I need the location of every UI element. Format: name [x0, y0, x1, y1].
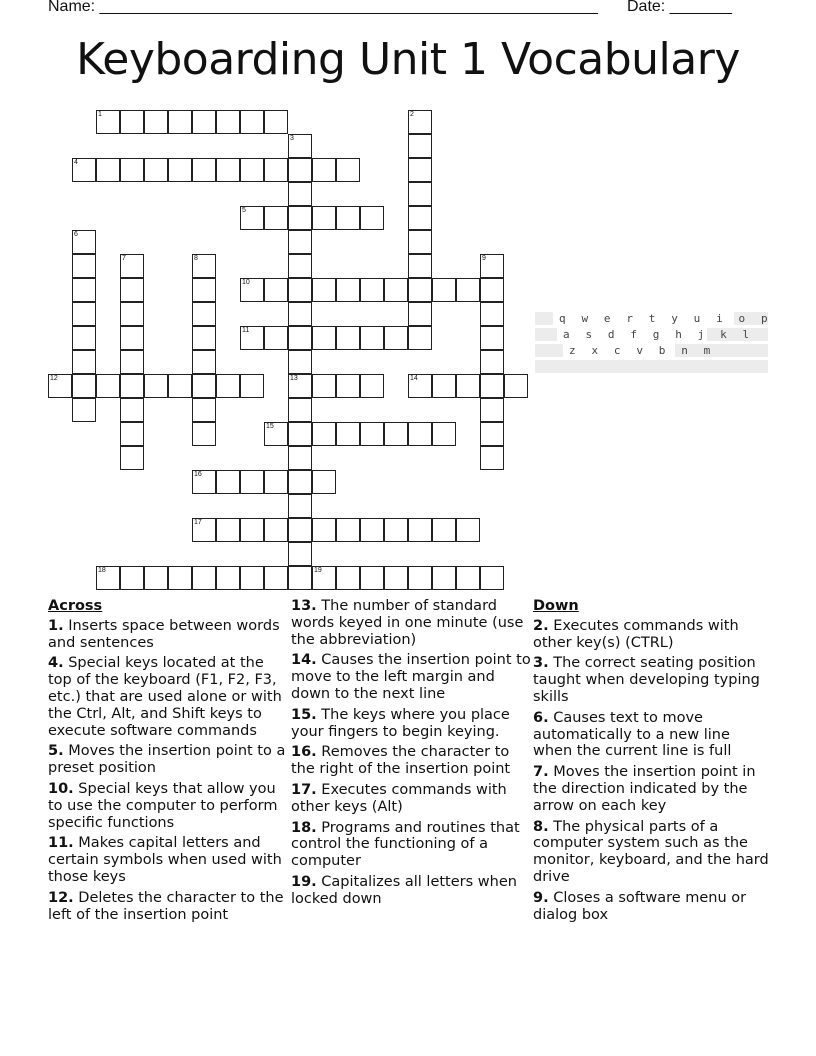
clue-down-8: 8. The physical parts of a computer system such as the monitor, keyboard, and the hard drive — [533, 818, 769, 885]
grid-cell[interactable] — [192, 158, 216, 182]
grid-cell[interactable] — [408, 374, 432, 398]
grid-cell[interactable] — [216, 518, 240, 542]
grid-cell[interactable] — [480, 302, 504, 326]
grid-cell[interactable] — [480, 278, 504, 302]
grid-cell[interactable] — [120, 254, 144, 278]
grid-cell[interactable] — [144, 110, 168, 134]
grid-cell[interactable] — [360, 566, 384, 590]
grid-cell[interactable] — [168, 374, 192, 398]
grid-cell[interactable] — [240, 158, 264, 182]
keyboard-row-3-letters: z x c v b n m — [569, 344, 715, 357]
grid-cell[interactable] — [312, 278, 336, 302]
grid-cell[interactable] — [408, 134, 432, 158]
grid-cell[interactable] — [72, 350, 96, 374]
keyboard-row-2 — [535, 328, 768, 341]
grid-cell[interactable] — [72, 254, 96, 278]
grid-cell[interactable] — [264, 518, 288, 542]
grid-cell[interactable] — [72, 326, 96, 350]
grid-cell-number: 12 — [50, 375, 58, 382]
grid-cell[interactable] — [312, 326, 336, 350]
grid-cell[interactable] — [408, 110, 432, 134]
grid-cell[interactable] — [72, 278, 96, 302]
grid-cell[interactable] — [120, 158, 144, 182]
grid-cell-number: 5 — [242, 207, 246, 214]
grid-cell[interactable] — [144, 566, 168, 590]
grid-cell[interactable] — [456, 374, 480, 398]
grid-cell[interactable] — [408, 230, 432, 254]
grid-cell[interactable] — [384, 566, 408, 590]
grid-cell[interactable] — [120, 350, 144, 374]
keyboard-row-3 — [535, 344, 768, 357]
grid-cell[interactable] — [336, 374, 360, 398]
grid-cell[interactable] — [96, 158, 120, 182]
grid-cell[interactable] — [408, 182, 432, 206]
grid-cell[interactable] — [240, 566, 264, 590]
grid-cell[interactable] — [240, 470, 264, 494]
grid-cell[interactable] — [432, 374, 456, 398]
grid-cell[interactable] — [288, 566, 312, 590]
grid-cell[interactable] — [72, 374, 96, 398]
clue-down-9: 9. Closes a software menu or dialog box — [533, 889, 747, 923]
grid-cell[interactable] — [120, 278, 144, 302]
grid-cell[interactable] — [480, 422, 504, 446]
grid-cell[interactable] — [360, 518, 384, 542]
grid-cell[interactable] — [408, 566, 432, 590]
clue-across-14: 14. Causes the insertion point to move to the left margin and down to the next line — [291, 652, 531, 702]
grid-cell[interactable] — [168, 566, 192, 590]
clue-down-2: 2. Executes commands with other key(s) (CTRL) — [533, 617, 739, 651]
grid-cell[interactable] — [288, 374, 312, 398]
grid-cell[interactable] — [144, 374, 168, 398]
grid-cell[interactable] — [312, 158, 336, 182]
grid-cell[interactable] — [120, 110, 144, 134]
clue-down-6: 6. Causes text to move automatically to a new line when the current line is full — [533, 709, 732, 760]
clue-across-19: 19. Capitalizes all letters when locked down — [291, 873, 517, 907]
clue-across-15: 15. The keys where you place your fingers to begin keying. — [291, 706, 510, 740]
grid-cell-number: 2 — [410, 111, 414, 118]
keyboard-row-2-letters: a s d f g h j k l — [563, 328, 754, 341]
grid-cell-number: 16 — [194, 471, 202, 478]
grid-cell[interactable] — [360, 206, 384, 230]
grid-cell-number: 8 — [194, 255, 198, 262]
grid-cell[interactable] — [192, 518, 216, 542]
keyboard-row-1 — [535, 312, 773, 325]
grid-cell[interactable] — [312, 374, 336, 398]
keyboard-illustration — [535, 312, 773, 389]
grid-cell[interactable] — [264, 110, 288, 134]
grid-cell[interactable] — [216, 374, 240, 398]
grid-cell[interactable] — [288, 134, 312, 158]
grid-cell-number: 13 — [290, 375, 298, 382]
grid-cell[interactable] — [504, 374, 528, 398]
grid-cell[interactable] — [336, 422, 360, 446]
clue-across-4: 4. Special keys located at the top of the keyboard (F1, F2, F3, etc.) that are used alone or with the Ctrl, Alt, and Shift keys to execute software commands — [48, 655, 282, 739]
grid-cell[interactable] — [264, 470, 288, 494]
grid-cell[interactable] — [336, 158, 360, 182]
grid-cell[interactable] — [120, 302, 144, 326]
grid-cell[interactable] — [312, 470, 336, 494]
grid-cell[interactable] — [216, 158, 240, 182]
name-line: Name: ________________________________________________________ — [48, 0, 598, 15]
grid-cell[interactable] — [192, 302, 216, 326]
grid-cell[interactable] — [432, 518, 456, 542]
grid-cell[interactable] — [336, 206, 360, 230]
grid-cell-number: 15 — [266, 423, 274, 430]
grid-cell-number: 18 — [98, 567, 106, 574]
grid-cell[interactable] — [240, 278, 264, 302]
keyboard-row-1-letters: q w e r t y u i o p — [559, 312, 773, 325]
clue-across-16: 16. Removes the character to the right of the insertion point — [291, 744, 511, 778]
grid-cell[interactable] — [288, 422, 312, 446]
clue-across-17: 17. Executes commands with other keys (Alt) — [291, 781, 507, 815]
grid-cell[interactable] — [288, 518, 312, 542]
grid-cell-number: 6 — [74, 231, 78, 238]
grid-cell[interactable] — [480, 566, 504, 590]
grid-cell[interactable] — [408, 278, 432, 302]
grid-cell[interactable] — [168, 110, 192, 134]
grid-cell[interactable] — [480, 254, 504, 278]
grid-cell-number: 19 — [314, 567, 322, 574]
grid-cell[interactable] — [240, 110, 264, 134]
grid-cell[interactable] — [408, 206, 432, 230]
grid-cell[interactable] — [264, 422, 288, 446]
grid-cell[interactable] — [192, 374, 216, 398]
grid-cell[interactable] — [240, 518, 264, 542]
grid-cell[interactable] — [240, 374, 264, 398]
grid-cell[interactable] — [336, 566, 360, 590]
grid-cell[interactable] — [192, 350, 216, 374]
clue-across-5: 5. Moves the insertion point to a preset position — [48, 743, 286, 777]
grid-cell[interactable] — [432, 278, 456, 302]
grid-cell[interactable] — [480, 350, 504, 374]
grid-cell[interactable] — [408, 326, 432, 350]
clue-across-13: 13. The number of standard words keyed in one minute (use the abbreviation) — [291, 598, 524, 648]
clue-across-12: 12. Deletes the character to the left of the insertion point — [48, 889, 284, 923]
grid-cell[interactable] — [192, 278, 216, 302]
grid-cell[interactable] — [384, 326, 408, 350]
grid-cell-number: 11 — [242, 327, 250, 334]
grid-cell-number: 14 — [410, 375, 418, 382]
grid-cell[interactable] — [216, 566, 240, 590]
down-heading: Down — [533, 598, 579, 614]
grid-cell[interactable] — [288, 542, 312, 566]
clue-across-11: 11. Makes capital letters and certain symbols when used with those keys — [48, 835, 282, 885]
grid-cell[interactable] — [192, 470, 216, 494]
grid-cell[interactable] — [312, 422, 336, 446]
grid-cell[interactable] — [288, 326, 312, 350]
grid-cell-number: 4 — [74, 159, 78, 166]
grid-cell[interactable] — [192, 254, 216, 278]
grid-cell[interactable] — [264, 206, 288, 230]
grid-cell-number: 9 — [482, 255, 486, 262]
down-clues-column — [533, 598, 773, 927]
grid-cell[interactable] — [408, 422, 432, 446]
across-heading: Across — [48, 598, 103, 614]
grid-cell[interactable] — [480, 398, 504, 422]
grid-cell[interactable] — [336, 278, 360, 302]
grid-cell[interactable] — [264, 326, 288, 350]
grid-cell[interactable] — [120, 374, 144, 398]
clue-down-7: 7. Moves the insertion point in the direction indicated by the arrow on each key — [533, 764, 756, 814]
grid-cell[interactable] — [288, 230, 312, 254]
clue-down-3: 3. The correct seating position taught when developing typing skills — [533, 655, 760, 705]
grid-cell[interactable] — [408, 254, 432, 278]
grid-cell[interactable] — [384, 518, 408, 542]
grid-cell[interactable] — [192, 326, 216, 350]
grid-cell[interactable] — [480, 326, 504, 350]
grid-cell[interactable] — [72, 302, 96, 326]
grid-cell[interactable] — [48, 374, 72, 398]
clue-across-10: 10. Special keys that allow you to use the computer to perform specific functions — [48, 780, 278, 831]
grid-cell[interactable] — [72, 398, 96, 422]
grid-cell[interactable] — [360, 374, 384, 398]
grid-cell[interactable] — [288, 398, 312, 422]
grid-cell[interactable] — [360, 326, 384, 350]
grid-cell[interactable] — [456, 518, 480, 542]
grid-cell[interactable] — [408, 518, 432, 542]
grid-cell[interactable] — [432, 566, 456, 590]
grid-cell[interactable] — [144, 158, 168, 182]
grid-cell[interactable] — [360, 422, 384, 446]
grid-cell[interactable] — [336, 518, 360, 542]
grid-cell[interactable] — [408, 158, 432, 182]
grid-cell[interactable] — [168, 158, 192, 182]
grid-cell[interactable] — [312, 206, 336, 230]
grid-cell[interactable] — [192, 398, 216, 422]
grid-cell-number: 3 — [290, 135, 294, 142]
grid-cell[interactable] — [288, 182, 312, 206]
grid-cell[interactable] — [288, 350, 312, 374]
grid-cell[interactable] — [96, 110, 120, 134]
grid-cell[interactable] — [288, 254, 312, 278]
grid-cell[interactable] — [288, 302, 312, 326]
grid-cell[interactable] — [96, 566, 120, 590]
grid-cell[interactable] — [408, 302, 432, 326]
grid-cell[interactable] — [456, 278, 480, 302]
grid-cell[interactable] — [432, 422, 456, 446]
grid-cell[interactable] — [288, 494, 312, 518]
clue-across-1: 1. Inserts space between words and sentences — [48, 617, 280, 651]
grid-cell[interactable] — [312, 566, 336, 590]
across-clues-column — [48, 598, 288, 927]
grid-cell[interactable] — [72, 230, 96, 254]
grid-cell[interactable] — [288, 470, 312, 494]
grid-cell[interactable] — [120, 422, 144, 446]
grid-cell[interactable] — [120, 398, 144, 422]
keyboard-row-4 — [535, 360, 768, 373]
grid-cell[interactable] — [96, 374, 120, 398]
grid-cell[interactable] — [240, 326, 264, 350]
grid-cell[interactable] — [384, 278, 408, 302]
grid-cell[interactable] — [192, 566, 216, 590]
grid-cell[interactable] — [480, 374, 504, 398]
grid-cell[interactable] — [240, 206, 264, 230]
grid-cell[interactable] — [336, 326, 360, 350]
grid-cell-number: 7 — [122, 255, 126, 262]
page-title: Keyboarding Unit 1 Vocabulary — [76, 34, 740, 85]
grid-cell[interactable] — [120, 326, 144, 350]
grid-cell[interactable] — [216, 470, 240, 494]
grid-cell[interactable] — [72, 158, 96, 182]
grid-cell[interactable] — [384, 422, 408, 446]
across-clues-continued — [291, 598, 531, 912]
clue-across-18: 18. Programs and routines that control the functioning of a computer — [291, 819, 520, 870]
grid-cell[interactable] — [216, 110, 240, 134]
grid-cell[interactable] — [192, 422, 216, 446]
grid-cell[interactable] — [456, 566, 480, 590]
grid-cell[interactable] — [288, 446, 312, 470]
grid-cell[interactable] — [264, 158, 288, 182]
grid-cell[interactable] — [264, 278, 288, 302]
grid-cell[interactable] — [360, 278, 384, 302]
grid-cell[interactable] — [120, 446, 144, 470]
date-line: Date: _______ — [627, 0, 732, 15]
grid-cell[interactable] — [264, 566, 288, 590]
grid-cell[interactable] — [288, 206, 312, 230]
grid-cell[interactable] — [288, 158, 312, 182]
grid-cell[interactable] — [192, 110, 216, 134]
grid-cell-number: 10 — [242, 279, 250, 286]
grid-cell-number: 17 — [194, 519, 202, 526]
grid-cell[interactable] — [312, 518, 336, 542]
grid-cell[interactable] — [480, 446, 504, 470]
grid-cell-number: 1 — [98, 111, 102, 118]
grid-cell[interactable] — [288, 278, 312, 302]
grid-cell[interactable] — [120, 566, 144, 590]
